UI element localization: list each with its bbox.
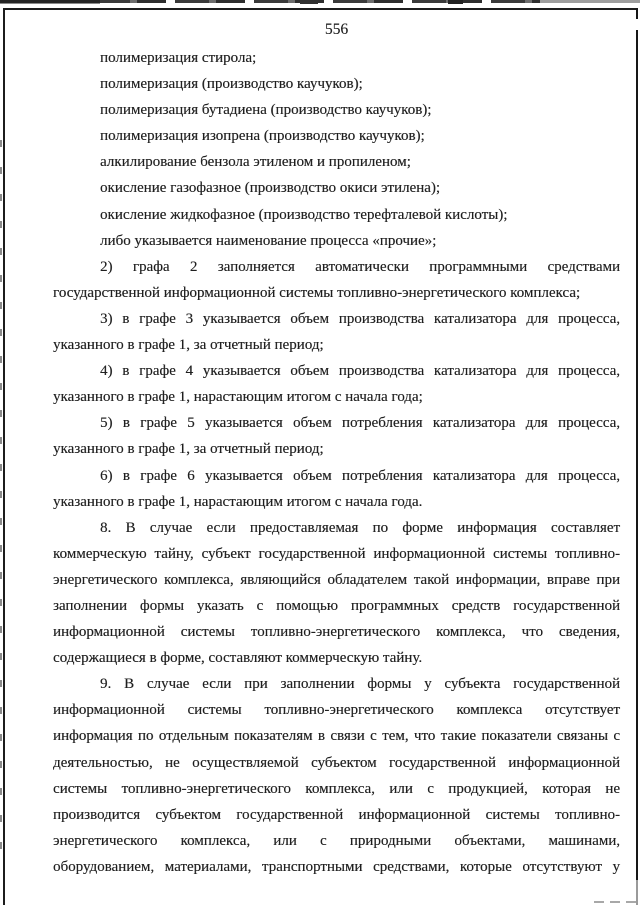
text-line-clause-9-4: деятельностью, не осуществляемой субъектом государственной информационной (53, 754, 620, 771)
scan-artifact-right-segment (540, 0, 640, 3)
text-line-clause-9-2: информационной системы топливно-энергетического комплекса отсутствует (53, 702, 620, 719)
text-line-item-6-1: 6) в графе 6 указывается объем потребления катализатора для процесса, (100, 467, 620, 484)
scan-artifact-blot (300, 0, 318, 4)
text-line-item-4-2: указанного в графе 1, нарастающим итогом с начала года; (53, 389, 423, 406)
text-line-clause-9-1: 9. В случае если при заполнении формы у субъекта государственной (100, 676, 620, 693)
scan-artifact-bar (0, 0, 640, 5)
text-line-list-item-1-1: полимеризация стирола; (100, 50, 257, 66)
text-line-clause-9-8: оборудованием, материалами, транспортными средствами, которые отсутствуют у (53, 858, 620, 875)
text-line-list-item-4-1: полимеризация изопрена (производство каучуков); (100, 128, 425, 145)
text-line-list-item-8-1: либо указывается наименование процесса «прочие»; (100, 232, 437, 249)
page-border-right (636, 8, 638, 880)
page-border-left (3, 8, 5, 905)
text-line-clause-9-7: энергетического комплекса, или с природными объектами, машинами, (53, 832, 620, 849)
text-line-item-2-1: 2) графа 2 заполняется автоматически программными средствами (100, 258, 620, 275)
text-line-list-item-2-1: полимеризация (производство каучуков); (100, 76, 363, 93)
text-line-item-3-2: указанного в графе 1, за отчетный период; (53, 337, 324, 354)
text-line-item-6-2: указанного в графе 1, нарастающим итогом с начала года. (53, 493, 423, 510)
text-line-item-2-2: государственной информационной системы топливно-энергетического комплекса; (53, 284, 581, 301)
text-line-list-item-3-1: полимеризация бутадиена (производство каучуков); (100, 102, 432, 119)
text-line-clause-8-4: заполнении формы указать с помощью программных средств государственной (53, 597, 620, 614)
left-edge-scan-artifact (0, 140, 2, 860)
scan-artifact-blot (448, 0, 463, 4)
document-text (53, 45, 620, 880)
scan-artifact-left-segment (0, 0, 100, 4)
text-line-clause-8-6: содержащиеся в форме, составляют коммерческую тайну. (53, 650, 423, 667)
text-line-clause-8-2: коммерческую тайну, субъект государственной информационной системы топливно- (53, 545, 620, 562)
scan-artifact-dashes (96, 0, 546, 3)
text-line-clause-8-1: 8. В случае если предоставляемая по форме информация составляет (100, 519, 620, 536)
text-line-list-item-5-1: алкилирование бензола этиленом и пропиленом; (100, 154, 411, 171)
text-line-item-5-1: 5) в графе 5 указывается объем потребления катализатора для процесса, (100, 415, 620, 432)
text-line-clause-8-3: энергетического комплекса, являющийся обладателем такой информации, вправе при (53, 571, 620, 588)
text-line-item-3-1: 3) в графе 3 указывается объем производства катализатора для процесса, (100, 310, 620, 327)
text-line-list-item-7-1: окисление жидкофазное (производство терефталевой кислоты); (100, 206, 508, 223)
text-line-clause-9-5: системы топливно-энергетического комплекса, или с продукцией, которая не (53, 780, 620, 797)
text-line-clause-9-3: информация по отдельным показателям в связи с тем, что такие показатели связаны с (53, 728, 620, 745)
page-number: 556 (324, 21, 349, 38)
text-line-clause-8-5: информационной системы топливно-энергетического комплекса, что сведения, (53, 624, 620, 641)
bottom-edge-scan-artifact (594, 901, 640, 903)
page-border-right-gap (635, 19, 640, 30)
text-line-list-item-6-1: окисление газофазное (производство окиси этилена); (100, 180, 441, 197)
text-line-item-4-1: 4) в графе 4 указывается объем производства катализатора для процесса, (100, 363, 620, 380)
page-border-top (3, 8, 637, 10)
text-line-clause-9-6: производится субъектом государственной информационной системы топливно- (53, 806, 620, 823)
text-line-item-5-2: указанного в графе 1, за отчетный период; (53, 441, 324, 458)
